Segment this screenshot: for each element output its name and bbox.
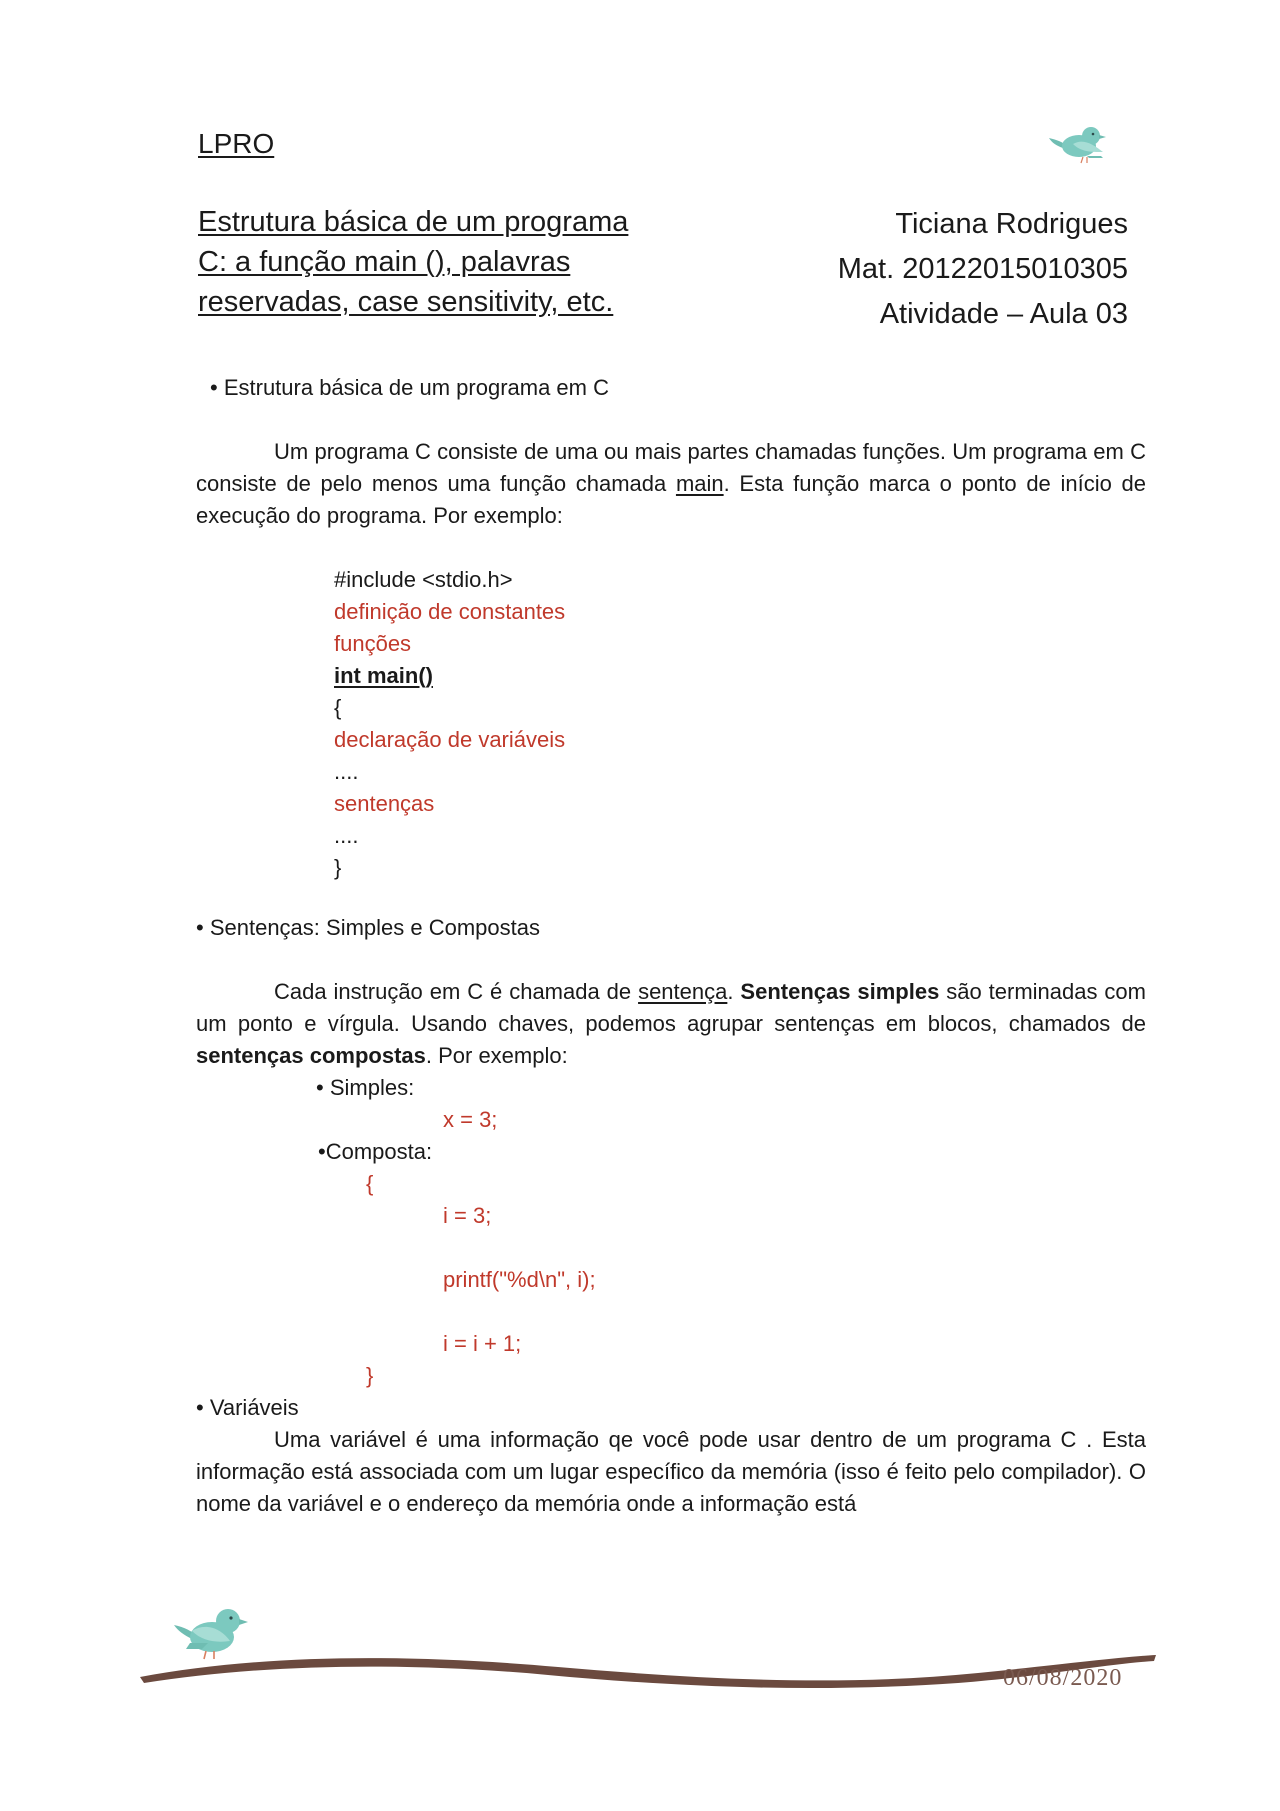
label-text: Composta: [325,1139,433,1164]
title-line-3: reservadas, case sensitivity, etc. [198,286,614,318]
author-activity: Atividade – Aula 03 [879,298,1128,330]
code-line-main: int main() [334,663,433,688]
code-compound-line-2: printf("%d\n", i); [443,1267,596,1292]
bullet: • [196,915,210,940]
section-heading-text: Sentenças: Simples e Compostas [209,915,540,940]
section-heading-text: Variáveis [209,1395,299,1420]
code-compound-line-3: i = i + 1; [443,1331,522,1356]
code-line-statements: sentenças [334,791,435,816]
para-text: são terminadas com um ponto e vírgula. Usando chaves, podemos agrupar sentenças em blocos, chamados de [196,979,1146,1036]
code-line-brace-close: } [334,855,342,880]
code-line-functions: funções [334,631,412,656]
sentenca-term: sentença [638,979,728,1004]
code-brace-close: } [366,1363,374,1388]
title-line-1: Estrutura básica de um programa [198,206,629,238]
simple-statements-term: Sentenças simples [740,979,940,1004]
bullet: • [210,375,224,400]
compound-statements-term: sentenças compostas [196,1043,426,1068]
section2-paragraph [196,976,1146,1072]
composta-label [318,1136,432,1168]
para-text: Um programa C consiste de uma ou mais partes chamadas funções. Um programa em C consiste de pelo menos uma função chamada [196,439,1146,496]
para-text: . Por exemplo: [425,1043,568,1068]
code-simple-statement: x = 3; [443,1107,498,1132]
section-heading-statements [196,912,540,944]
bullet: • [316,1075,330,1100]
label-text: Simples: [329,1075,415,1100]
code-line-brace-open: { [334,695,342,720]
para-text: Cada instrução em C é chamada de [274,979,639,1004]
author-registration: Mat. 20122015010305 [837,253,1128,285]
code-line-include: #include <stdio.h> [334,567,513,592]
bullet: • [196,1395,210,1420]
code-line-ellipsis: .... [334,759,359,784]
title-line-2: C: a função main (), palavras [198,246,571,278]
author-name: Ticiana Rodrigues [895,208,1128,240]
document-title [198,202,678,322]
author-block [838,202,1128,337]
simples-label [316,1072,414,1104]
code-line-constants: definição de constantes [334,599,566,624]
bird-icon [1043,118,1115,170]
section3-paragraph: Uma variável é uma informação qe você pode usar dentro de um programa C . Esta informação está associada com um lugar específico da memória (isso é feito pelo compilador). O nome da variável e o endereço da memória onde a informação está [196,1427,1146,1516]
code-compound-line-1: i = 3; [443,1203,492,1228]
para-text: . Esta função marca o ponto de início de execução do programa. Por exemplo: [196,471,1146,528]
para-text: . [727,979,741,1004]
code-line-variables: declaração de variáveis [334,727,566,752]
code-structure-block [334,564,565,884]
section-heading-variables [196,1392,299,1424]
code-line-ellipsis: .... [334,823,359,848]
code-brace-open: { [366,1171,374,1196]
main-keyword: main [675,471,724,496]
course-code: LPRO [198,128,275,159]
section-heading-text: Estrutura básica de um programa em C [223,375,609,400]
section-heading-structure [210,372,609,404]
bullet: • [318,1139,326,1164]
section1-paragraph [196,436,1146,532]
footer-date: 06/08/2020 [1003,1665,1123,1691]
